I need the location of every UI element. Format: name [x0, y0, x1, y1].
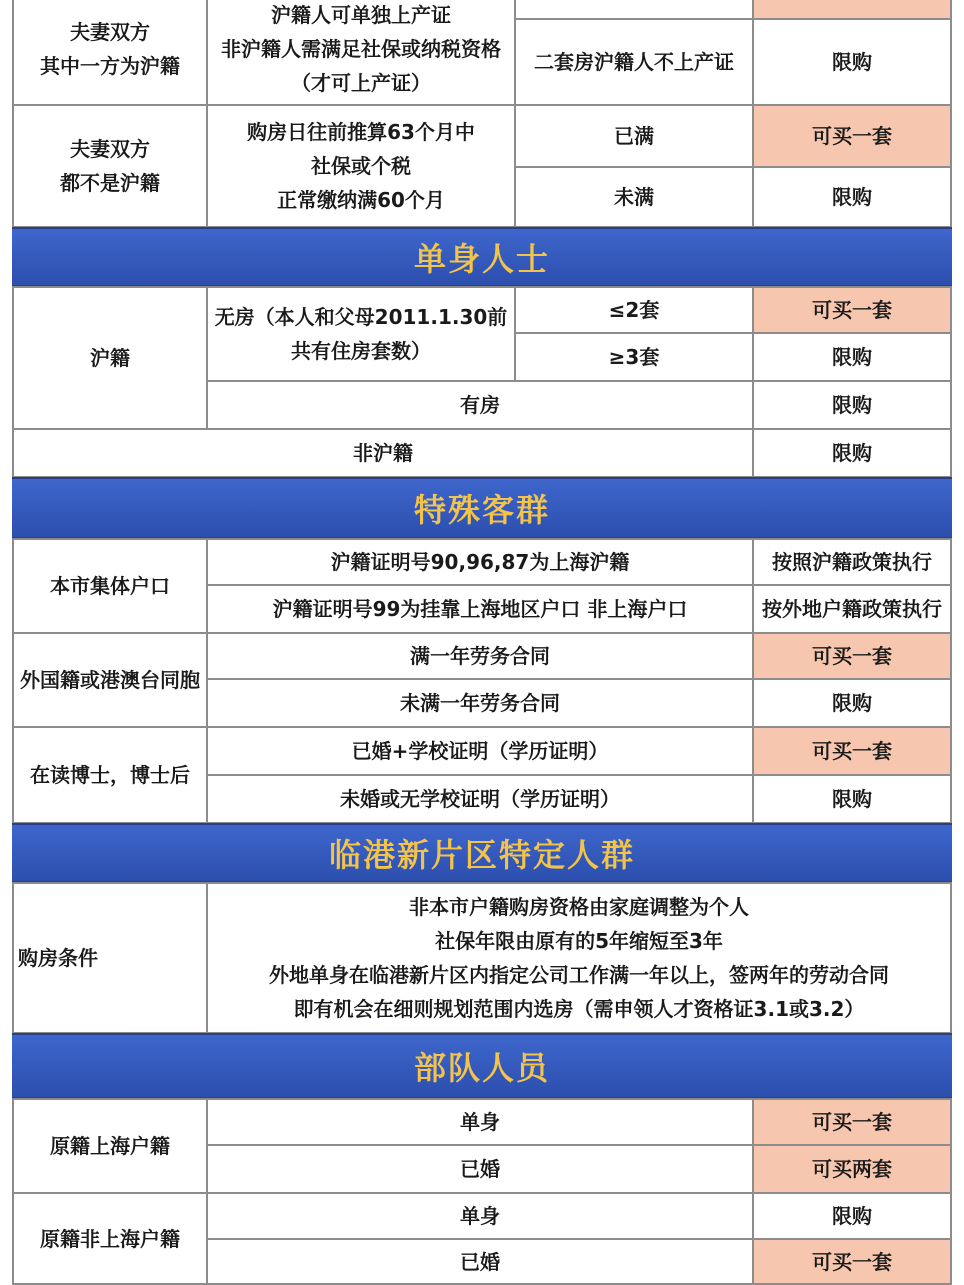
couple-none-local-condition: [206, 104, 516, 228]
couple-none-local-status-1: 已满: [514, 104, 754, 168]
military-nonsh-status-2: 已婚: [206, 1238, 754, 1285]
military-nonsh-status-1: 单身: [206, 1192, 754, 1240]
couple-none-local-condition-line-1: 购房日往前推算63个月中: [247, 120, 475, 144]
couple-one-local-label-line-2: 其中一方为沪籍: [40, 54, 180, 78]
single-count-1: ≤2套: [514, 286, 754, 334]
single-nonlocal-label: 非沪籍: [12, 428, 754, 478]
couple-none-local-result-2: 限购: [752, 166, 952, 228]
special-foreign-result-1: 可买一套: [752, 632, 952, 680]
couple-none-local-label-line-2: 都不是沪籍: [60, 171, 160, 195]
military-nonsh-result-1: 限购: [752, 1192, 952, 1240]
couple-none-local-label: [12, 104, 208, 228]
single-no-house-label-line-1: 无房（本人和父母2011.1.30前: [214, 305, 508, 329]
single-count-2: ≥3套: [514, 332, 754, 382]
couple-one-local-condition-line-2: 非沪籍人需满足社保或纳税资格: [221, 37, 501, 61]
section-header-single: 单身人士: [12, 227, 952, 287]
military-nonsh-result-2: 可买一套: [752, 1238, 952, 1285]
lingang-condition-line-2: 社保年限由原有的5年缩短至3年: [435, 929, 723, 953]
military-sh-status-1: 单身: [206, 1098, 754, 1146]
couple-one-local-condition-line-3: （才可上产证）: [291, 71, 431, 95]
couple-one-local-label: [12, 0, 208, 106]
couple-none-local-condition-line-2: 社保或个税: [311, 154, 411, 178]
couple-none-local-result-1: 可买一套: [752, 104, 952, 168]
couple-none-local-condition-line-3: 正常缴纳满60个月: [277, 188, 445, 212]
couple-one-local-condition-line-1: 沪籍人可单独上产证: [271, 3, 451, 27]
special-phd-result-1: 可买一套: [752, 726, 952, 776]
special-collective-result-2: 按外地户籍政策执行: [752, 584, 952, 634]
special-collective-desc-1: 沪籍证明号90,96,87为上海沪籍: [206, 538, 754, 586]
single-result-1: 可买一套: [752, 286, 952, 334]
military-sh-label: 原籍上海户籍: [12, 1098, 208, 1194]
single-has-house-result: 限购: [752, 380, 952, 430]
lingang-condition-line-3: 外地单身在临港新片区内指定公司工作满一年以上，签两年的劳动合同: [269, 963, 889, 987]
couple-one-local-label-line-1: 夫妻双方: [70, 20, 150, 44]
single-no-house-label: [206, 286, 516, 382]
military-nonsh-label: 原籍非上海户籍: [12, 1192, 208, 1285]
special-foreign-desc-1: 满一年劳务合同: [206, 632, 754, 680]
military-sh-status-2: 已婚: [206, 1144, 754, 1194]
special-foreign-result-2: 限购: [752, 678, 952, 728]
single-has-house-label: 有房: [206, 380, 754, 430]
special-foreign-desc-2: 未满一年劳务合同: [206, 678, 754, 728]
special-collective-desc-2: 沪籍证明号99为挂靠上海地区户口 非上海户口: [206, 584, 754, 634]
special-collective-result-1: 按照沪籍政策执行: [752, 538, 952, 586]
section-header-lingang: 临港新片区特定人群: [12, 823, 952, 883]
couple-none-local-label-line-1: 夫妻双方: [70, 137, 150, 161]
couple-one-local-top-blank: [514, 0, 754, 20]
section-header-special: 特殊客群: [12, 477, 952, 539]
lingang-condition-line-1: 非本市户籍购房资格由家庭调整为个人: [409, 895, 749, 919]
special-phd-desc-2: 未婚或无学校证明（学历证明）: [206, 774, 754, 824]
lingang-label: 购房条件: [12, 882, 208, 1034]
special-phd-label: 在读博士，博士后: [12, 726, 208, 824]
military-sh-result-2: 可买两套: [752, 1144, 952, 1194]
single-no-house-label-line-2: 共有住房套数）: [291, 339, 431, 363]
single-local-label: 沪籍: [12, 286, 208, 430]
couple-one-local-condition: [206, 0, 516, 106]
special-foreign-label: 外国籍或港澳台同胞: [12, 632, 208, 728]
section-header-military: 部队人员: [12, 1033, 952, 1099]
special-phd-desc-1: 已婚+学校证明（学历证明）: [206, 726, 754, 776]
couple-one-local-sub-condition: 二套房沪籍人不上产证: [514, 18, 754, 106]
single-nonlocal-result: 限购: [752, 428, 952, 478]
special-phd-result-2: 限购: [752, 774, 952, 824]
military-sh-result-1: 可买一套: [752, 1098, 952, 1146]
couple-none-local-status-2: 未满: [514, 166, 754, 228]
lingang-condition-line-4: 即有机会在细则规划范围内选房（需申领人才资格证3.1或3.2）: [293, 997, 865, 1021]
couple-one-local-top-blank-result: [752, 0, 952, 20]
couple-one-local-result: 限购: [752, 18, 952, 106]
lingang-conditions: [206, 882, 952, 1034]
single-result-2: 限购: [752, 332, 952, 382]
special-collective-label: 本市集体户口: [12, 538, 208, 634]
